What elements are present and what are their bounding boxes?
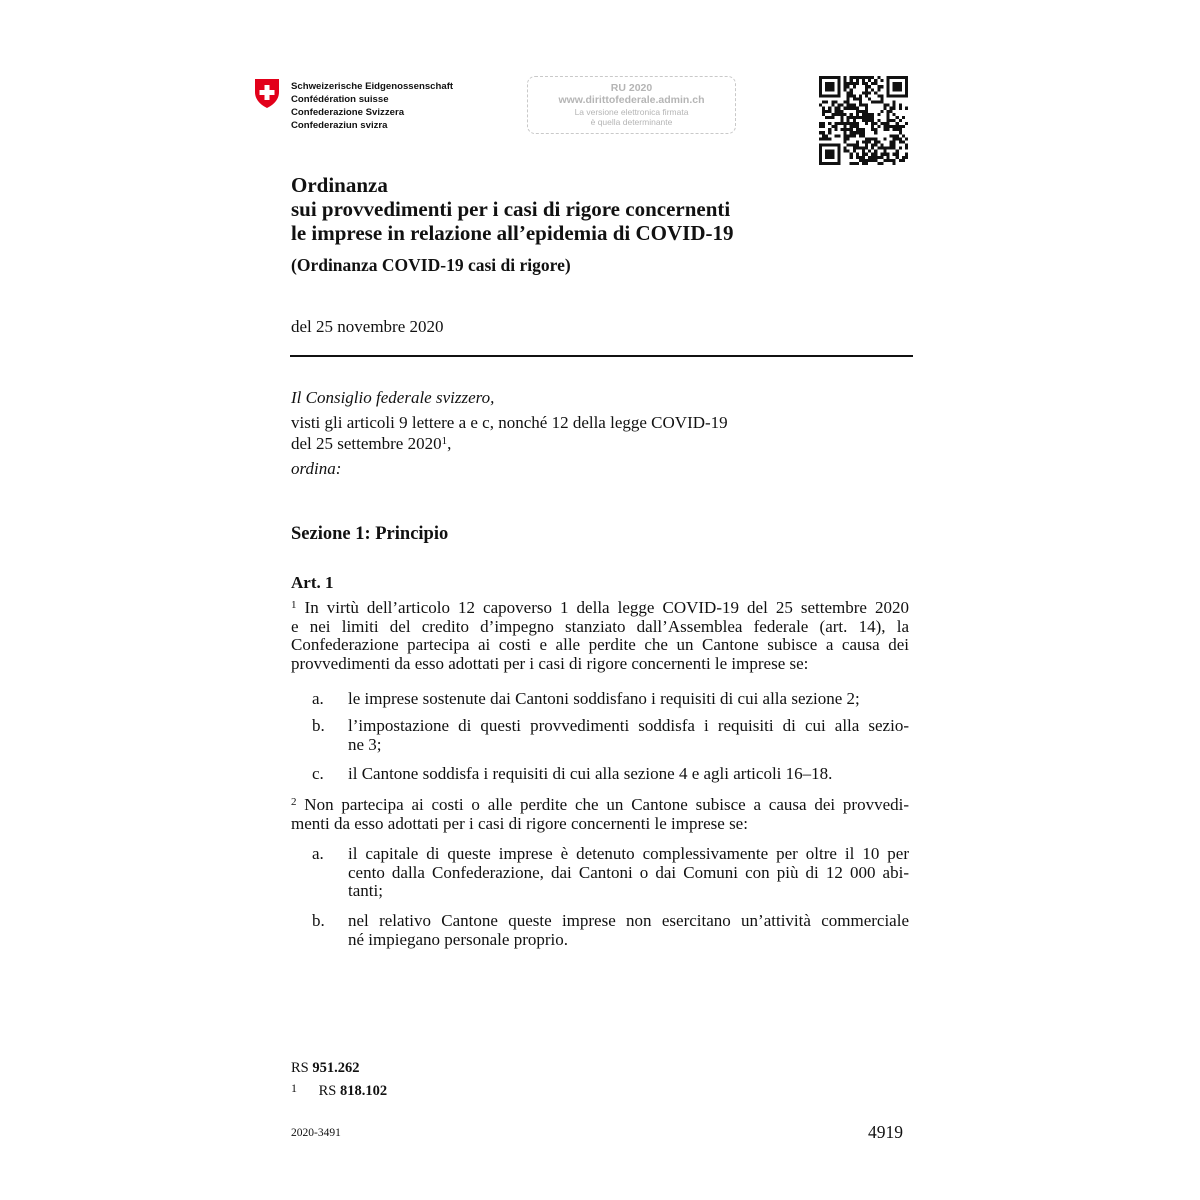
preamble-authority: Il Consiglio federale svizzero,: [291, 388, 495, 407]
preamble-basis-trail: ,: [447, 434, 452, 453]
list-item-line: cento dalla Confederazione, dai Cantoni o dai Comuni con più di 12 000 abi-: [348, 862, 909, 882]
document-id: 2020-3491: [291, 1127, 341, 1139]
article-paragraph-1: [291, 599, 909, 673]
preamble-basis-line-1: visti gli articoli 9 lettere a e c, nonché 12 della legge COVID-19: [291, 413, 728, 432]
paragraph-number: 1: [291, 599, 297, 611]
preamble-decree: ordina:: [291, 459, 342, 478]
list-item-line: tanti;: [348, 881, 383, 900]
list-item-line: nel relativo Cantone queste imprese non esercitano un’attività commerciale: [348, 911, 909, 930]
paragraph-line: Confederazione partecipa ai costi e alle perdite che un Cantone subisce a causa dei: [291, 635, 909, 654]
section-heading: Sezione 1: Principio: [291, 524, 449, 544]
footnote-1: [291, 1079, 387, 1100]
qr-code-icon: [819, 76, 908, 165]
article-heading: Art. 1: [291, 573, 334, 592]
paragraph-number: 2: [291, 796, 297, 808]
confederation-name-rm: Confederaziun svizra: [291, 120, 388, 131]
paragraph-line: e nei limiti del credito d’impegno stanziato dall’Assemblea federale (art. 14), la: [291, 616, 909, 636]
paragraph-line: menti da esso adottati per i casi di rigore concernenti le imprese se:: [291, 813, 748, 833]
title-line-3: le imprese in relazione all’epidemia di COVID-19: [291, 221, 734, 245]
footnote-rs-number: 818.102: [340, 1083, 388, 1099]
short-title: (Ordinanza COVID-19 casi di rigore): [291, 255, 571, 275]
stamp-note-1: La versione elettronica firmata: [574, 107, 689, 117]
footnote-ref-1[interactable]: 1: [441, 435, 448, 447]
confederation-name-de: Schweizerische Eidgenossenschaft: [291, 81, 454, 92]
page-number: 4919: [868, 1122, 903, 1142]
confederation-names: [291, 80, 453, 132]
list-marker: b.: [312, 716, 325, 735]
paragraph-line: $^2$ Non partecipa ai costi o alle perdite che un Cantone subisce a causa dei provvedi-: [291, 795, 910, 814]
list-item-line: né impiegano personale proprio.: [348, 929, 568, 949]
confederation-name-fr: Confédération suisse: [291, 94, 389, 105]
rs-number: 951.262: [312, 1060, 360, 1076]
stamp-collection: RU 2020: [610, 82, 653, 94]
footnote-number: 1: [291, 1081, 297, 1095]
paragraph-line: $^1$ In virtù dell’articolo 12 capoverso 1 della legge COVID-19 del 25 settembre 2020: [291, 598, 910, 617]
preamble-basis-date: del 25 settembre 2020: [291, 434, 442, 453]
preamble-basis-line-2: [291, 434, 451, 453]
rs-classification: [291, 1059, 360, 1077]
list-marker: b.: [312, 911, 325, 930]
list-item-line: le imprese sostenute dai Cantoni soddisfano i requisiti di cui alla sezione 2;: [348, 689, 860, 708]
title-line-1: Ordinanza: [291, 173, 388, 197]
list-item-line: il Cantone soddisfa i requisiti di cui alla sezione 4 e agli articoli 16–18.: [348, 764, 833, 783]
footnote-prefix: RS: [318, 1083, 337, 1099]
paragraph-line: provvedimenti da esso adottati per i casi di rigore concernenti le imprese se:: [291, 653, 809, 673]
list-item-line: ne 3;: [348, 734, 382, 754]
rs-prefix: RS: [291, 1060, 309, 1076]
document-title: [291, 173, 734, 245]
list-marker: c.: [312, 764, 324, 783]
confederation-name-it: Confederazione Svizzera: [291, 107, 405, 118]
title-line-2: sui provvedimenti per i casi di rigore concernenti: [291, 197, 731, 221]
stamp-note-2: è quella determinante: [590, 117, 673, 127]
list-item-line: l’impostazione di questi provvedimenti soddisfa i requisiti di cui alla sezio-: [348, 716, 909, 735]
stamp-website: www.dirittofederale.admin.ch: [558, 94, 705, 106]
publication-stamp: [527, 76, 736, 134]
list-marker: a.: [312, 844, 324, 863]
list-item-line: il capitale di queste imprese è detenuto complessivamente per oltre il 10 per: [348, 844, 909, 863]
swiss-cross-shield-icon: [254, 78, 280, 109]
title-divider: [290, 355, 913, 357]
article-paragraph-2: [291, 796, 909, 833]
document-date: del 25 novembre 2020: [291, 317, 444, 336]
list-marker: a.: [312, 689, 324, 708]
